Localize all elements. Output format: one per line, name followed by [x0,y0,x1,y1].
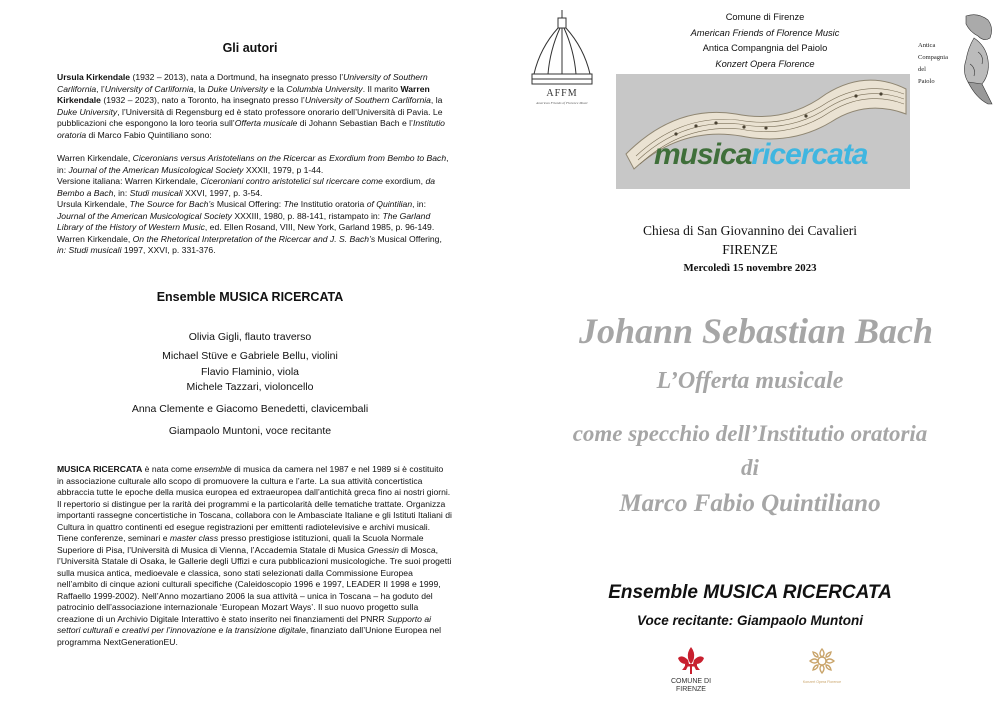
subtitle-line-3: Marco Fabio Quintiliano [619,490,881,517]
bio-text: Institutio oratoria [57,118,445,140]
sponsor-line: American Friends of Florence Music [690,27,840,38]
affm-label: AFFM [546,88,578,99]
bio-text: University of Southern Carlifornia [304,95,431,105]
right-page [500,0,1000,701]
member-item: Michele Tazzari, violoncello [186,381,314,393]
banner-title [654,138,868,172]
authors-heading: Gli autori [222,41,278,55]
bio-text: di Johann Sebastian Bach e l’ [297,118,413,128]
venue-city: FIRENZE [722,242,778,257]
bio-text: . Il marito [362,83,401,94]
authors-bio [57,72,452,141]
reference-item: Warren Kirkendale, On the Rhetorical Interpretation of the Ricercar and J. S. Bach’s Musical Offering, in: Studi musicali 1997, XXVI, p. 331-376. [57,233,442,255]
sponsor-line: Antica Compangnia del Paiolo [702,43,828,54]
member-item: Giampaolo Muntoni, voce recitante [168,425,332,437]
paiolo-logo [910,12,995,107]
dome-icon [522,8,602,88]
reference-item: Warren Kirkendale, Ciceronians versus Aristotelians on the Ricercar as Exordium from Bembo to Bach, in: Journal of the American Musicological Society XXXII, 1979, p 1-44. [57,153,449,175]
banner-title-part1: musica [654,138,752,171]
bio-text: Offerta musicale [234,118,298,128]
sponsor-line: Konzert Opera Florence [715,58,815,69]
konzert-opera-label: Konzert Opera Florence [802,680,842,684]
sponsors-block [660,10,870,72]
bio-name-warren: Warren Kirkendale [57,83,430,105]
bio-text: , l’Università di Regensburg ed è stato professore onorario dell’Università di Pavia. Le pubblicazioni che espongono la loro teoria sull’ [57,106,443,128]
concert-date: Mercoledì 15 novembre 2023 [683,262,817,274]
member-item: Flavio Flaminio, viola [200,366,300,378]
konzert-opera-logo [800,646,844,698]
rose-emblem-icon [807,646,837,676]
ensemble-name: MUSICA RICERCATA [57,464,143,474]
ensemble-title: Ensemble MUSICA RICERCATA [608,582,892,603]
member-item: Anna Clemente e Giacomo Benedetti, clavicembali [131,403,369,415]
affm-sub-label: American Friends of Florence Music [536,101,588,105]
bio-text: University of Southern Carlifornia [57,72,428,94]
bio-text: (1932 – 2013), nata a Dortmund, ha insegnato presso l’ [130,72,344,82]
bio-name-ursula: Ursula Kirkendale [57,72,131,82]
composer-name: Johann Sebastian Bach [578,311,934,351]
bio-text: (1932 – 2023), nato a Toronto, ha insegnato presso l’ [100,95,305,105]
references-list [57,153,452,257]
fleur-de-lis-icon [676,646,706,676]
reference-item: Versione italiana: Warren Kirkendale, Ciceroniani contro aristotelici sul ricercare come exordium, da Bembo a Bach, in: Studi musicali XXVI, 1997, p. 3-54. [57,176,435,198]
bio-text: , la [430,95,443,105]
subtitle-line-1: come specchio dell’Institutio oratoria [572,421,928,446]
sponsor-line: Comune di Firenze [725,12,805,22]
bio-text: Columbia University [286,83,363,94]
musica-ricercata-banner [616,74,910,189]
paiolo-label: Antica Compagnia del Paiolo [918,42,948,85]
narrator-line: Voce recitante: Giampaolo Muntoni [636,613,864,628]
ensemble-description: MUSICA RICERCATA è nata come ensemble di musica da camera nel 1987 e nel 1989 si è costituito in associazione culturale allo scopo di promuovere la cultura e l’arte. La sua attività concertistica abbraccia tutte le epoche della musica europea ed extraeuropea dall’antichità greca fino ai nostri giorni. Il repertorio si distingue per la rarità dei programmi e la particolarità delle tematiche trattate. Organizza importanti rassegne concertistiche in Toscana, collabora con le Ambasciate Italiane e gli Istituti Italiani di Cultura in quattro continenti ed esegue registrazioni per emittenti radiotelevisive e archivi musicali. Tiene conferenze, seminari e master class presso prestigiose istituzioni, quali la Scuola Normale Superiore di Pisa, l’Università di Musica di Vienna, l’Accademia Statale di Musica Gnessin di Mosca, l’Università Statale di Osaka, le Gallerie degli Uffizi e cura pubblicazioni musicologiche. Tre suoi progetti sulla musica antica, medioevale e classica, sono stati selezionati dalla Commissione Europea nell’ambito di cinque azioni culturali specifiche (Caleidoscopio 1996 e 1997, LEADER II 1998 e 1999, Raffaello 1999-2002). Nell’Anno mozartiano 2006 la sua attività – unica in Toscana – ha goduto del patrocinio dell’associazione internazionale ‘European Mozart Ways’. Il suo nuovo progetto sulla creazione di un Archivio Digitale Interattivo è stato inserito nei finanziamenti del PNRR Supporto ai settori culturali e creativi per l’innovazione e la transizione digitale, finanziato dall’Unione Europea nel programma NextGenerationEU. [57,464,452,647]
member-item: Olivia Gigli, flauto traverso [188,331,312,343]
comune-firenze-logo [668,646,714,698]
subtitle-line-2: di [741,455,759,480]
venue-name: Chiesa di San Giovannino dei Cavalieri [642,223,858,238]
work-title: L’Offerta musicale [656,368,844,394]
bio-text: Duke University [57,106,118,117]
member-item: Michael Stüve e Gabriele Bellu, violini [162,350,338,362]
bio-text: , la [193,83,208,94]
bio-text: Duke University [207,83,268,94]
bio-text: University of Carlifornia [104,83,194,94]
bio-text: e la [267,83,287,94]
affm-logo [522,8,602,108]
reference-item: Ursula Kirkendale, The Source for Bach’s Musical Offering: The Institutio oratoria of Quintilian, in: Journal of the American Musicological Society XXXIII, 1980, p. 88-141, ristampato in: The Garland Library of the History of Western Music, ed. Ellen Rosand, VIII, New York, Garland 1985, p. 96-149. [57,199,435,232]
bio-text: , l’ [96,83,105,94]
banner-title-part2: ricercata [751,138,868,171]
comune-firenze-label: COMUNE DI FIRENZE [670,678,712,693]
bio-text: di Marco Fabio Quintiliano sono: [86,129,212,140]
cauldron-figure-icon [948,12,996,107]
ensemble-heading: Ensemble MUSICA RICERCATA [156,290,344,304]
